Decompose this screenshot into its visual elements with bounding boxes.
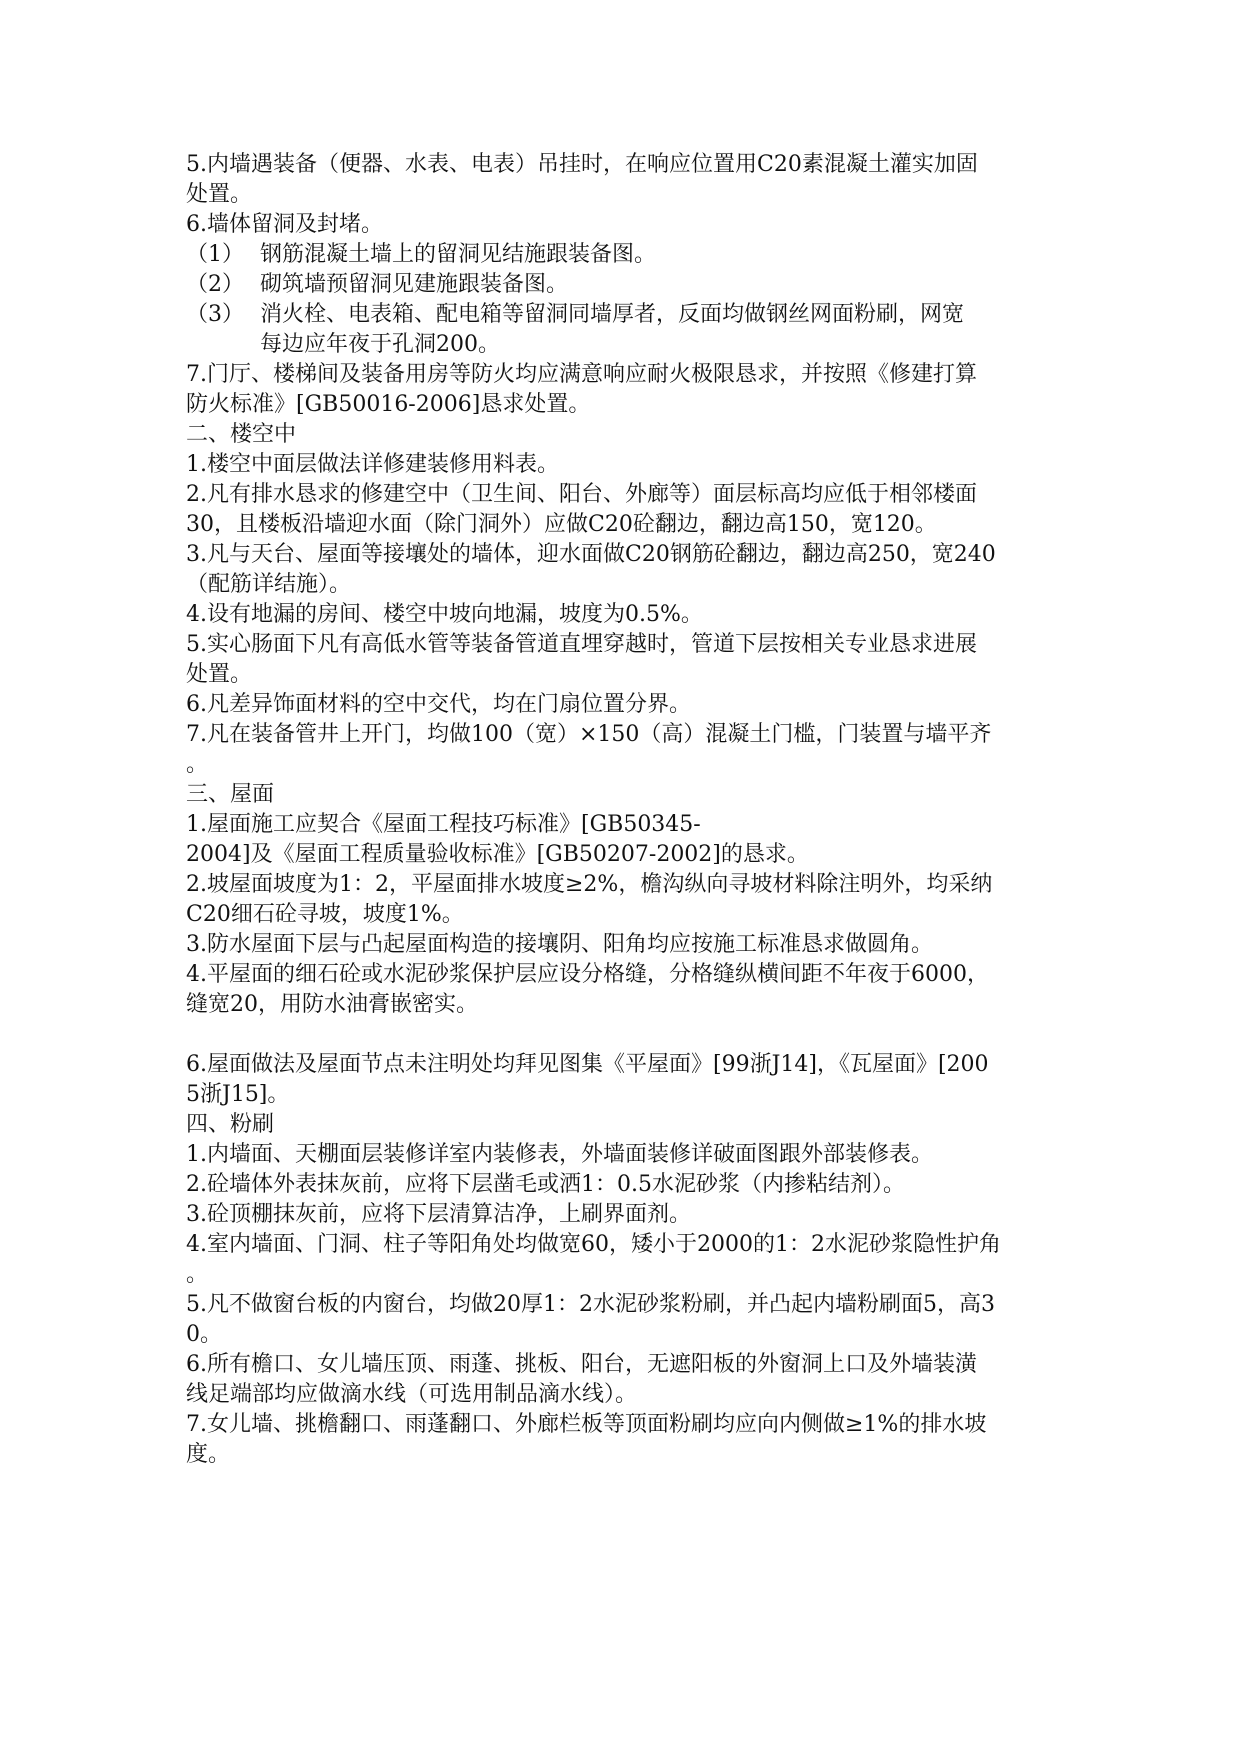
text-line: C20细石砼寻坡，坡度1%。 — [186, 902, 464, 927]
section-heading: 二、楼空中 — [186, 422, 297, 447]
item-text: 钢筋混凝土墙上的留洞见结施跟装备图。 — [260, 242, 657, 267]
text-line: 。 — [186, 1262, 209, 1287]
text-line: 。 — [186, 752, 209, 777]
text-line: 7.门厅、楼梯间及装备用房等防火均应满意响应耐火极限恳求，并按照《修建打算 — [186, 362, 977, 387]
numbered-item — [186, 240, 1076, 270]
text-line: 处置。 — [186, 182, 253, 207]
text-line: 1.楼空中面层做法详修建装修用料表。 — [186, 452, 559, 477]
text-line: （配筋详结施）。 — [186, 572, 352, 597]
text-line: 5浙J15]。 — [186, 1082, 290, 1107]
item-text: 砌筑墙预留洞见建施跟装备图。 — [260, 272, 569, 297]
text-line: 3.砼顶棚抹灰前，应将下层清算洁净，上刷界面剂。 — [186, 1202, 691, 1227]
text-line: 5.凡不做窗台板的内窗台，均做20厚1：2水泥砂浆粉刷，并凸起内墙粉刷面5，高3 — [186, 1292, 995, 1317]
section-heading: 三、屋面 — [186, 782, 275, 807]
text-line: 2.凡有排水恳求的修建空中（卫生间、阳台、外廊等）面层标高均应低于相邻楼面 — [186, 482, 977, 507]
text-line: 2.砼墙体外表抹灰前，应将下层凿毛或洒1：0.5水泥砂浆（内掺粘结剂）。 — [186, 1172, 905, 1197]
text-line: 1.内墙面、天棚面层装修详室内装修表，外墙面装修详破面图跟外部装修表。 — [186, 1142, 933, 1167]
text-line: 处置。 — [186, 662, 253, 687]
text-line: 6.屋面做法及屋面节点未注明处均拜见图集《平屋面》[99浙J14]，《瓦屋面》[200 — [186, 1052, 989, 1077]
text-line: 4.设有地漏的房间、楼空中坡向地漏，坡度为0.5%。 — [186, 602, 703, 627]
text-line: 防火标准》[GB50016-2006]恳求处置。 — [186, 392, 591, 417]
text-line: 3.防水屋面下层与凸起屋面构造的接壤阴、阳角均应按施工标准恳求做圆角。 — [186, 932, 933, 957]
text-line: 3.凡与天台、屋面等接壤处的墙体，迎水面做C20钢筋砼翻边，翻边高250，宽240 — [186, 542, 996, 567]
text-line: 7.凡在装备管井上开门，均做100（宽）×150（高）混凝土门槛，门装置与墙平齐 — [186, 722, 992, 747]
text-line: 0。 — [186, 1322, 222, 1347]
text-line: 1.屋面施工应契合《屋面工程技巧标准》[GB50345- — [186, 812, 701, 837]
text-line: 缝宽20，用防水油膏嵌密实。 — [186, 992, 478, 1017]
document-page — [186, 150, 1076, 1470]
text-line: 5.实心肠面下凡有高低水管等装备管道直埋穿越时，管道下层按相关专业恳求进展 — [186, 632, 977, 657]
text-line: 2.坡屋面坡度为1：2，平屋面排水坡度≥2%，檐沟纵向寻坡材料除注明外，均采纳 — [186, 872, 993, 897]
numbered-item — [186, 300, 1076, 330]
text-line: 线足端部均应做滴水线（可选用制品滴水线）。 — [186, 1382, 638, 1407]
item-number: （3） — [186, 302, 244, 327]
text-line: 7.女儿墙、挑檐翻口、雨蓬翻口、外廊栏板等顶面粉刷均应向内侧做≥1%的排水坡 — [186, 1412, 987, 1437]
section-heading: 四、粉刷 — [186, 1112, 275, 1137]
text-line: 6.墙体留洞及封堵。 — [186, 212, 383, 237]
text-line: 6.所有檐口、女儿墙压顶、雨蓬、挑板、阳台，无遮阳板的外窗洞上口及外墙装潢 — [186, 1352, 977, 1377]
numbered-item — [186, 270, 1076, 300]
item-text: 消火栓、电表箱、配电箱等留洞同墙厚者，反面均做钢丝网面粉刷，网宽 — [260, 302, 965, 327]
item-number: （2） — [186, 272, 244, 297]
text-line: 30，且楼板沿墙迎水面（除门洞外）应做C20砼翻边，翻边高150，宽120。 — [186, 512, 937, 537]
text-line: 2004]及《屋面工程质量验收标准》[GB50207-2002]的恳求。 — [186, 842, 809, 867]
item-number: （1） — [186, 242, 244, 267]
text-line: 6.凡差异饰面材料的空中交代，均在门扇位置分界。 — [186, 692, 691, 717]
text-line: 4.平屋面的细石砼或水泥砂浆保护层应设分格缝，分格缝纵横间距不年夜于6000， — [186, 962, 989, 987]
text-line: 度。 — [186, 1442, 231, 1467]
text-line: 4.室内墙面、门洞、柱子等阳角处均做宽60，矮小于2000的1：2水泥砂浆隐性护角 — [186, 1232, 1001, 1257]
blank-line — [186, 1020, 1076, 1050]
text-line: 5.内墙遇装备（便器、水表、电表）吊挂时，在响应位置用C20素混凝土灌实加固 — [186, 152, 978, 177]
item-text-continuation: 每边应年夜于孔洞200。 — [260, 332, 500, 357]
